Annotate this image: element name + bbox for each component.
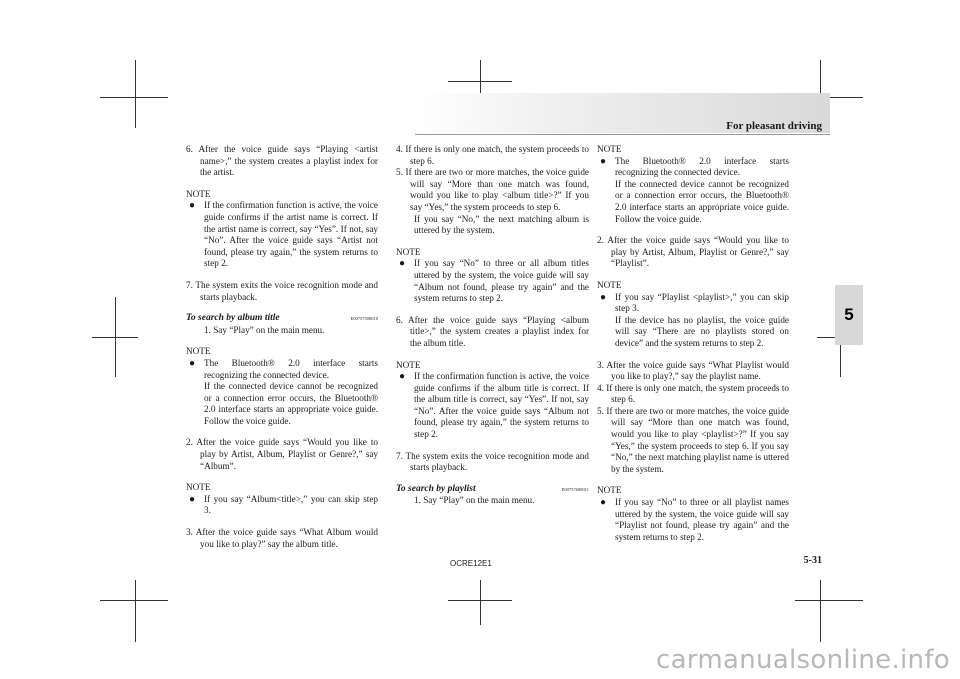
note-heading: NOTE [597,485,622,496]
note-heading: NOTE [597,144,622,154]
chapter-number: 5 [844,305,854,324]
note-bullet [597,292,789,315]
step-2: 2. After the voice guide says “Would you like to play by Artist, Album, Playlist or Genre?,” say “Playlist”. [597,235,789,269]
page-header-title: For pleasant driving [726,120,822,132]
note-bullet [396,258,589,304]
bullet-icon: ● [600,155,607,167]
note-heading: NOTE [396,359,421,370]
step-6: 6. After the voice guide says “Playing <album title>,” the system creates a playlist index for the album title. [396,314,589,348]
crop-mark [100,600,168,601]
step-5: 5. If there are two or more matches, the voice guide will say “More than one match was found, would you like to play <playlist>?” If you say “Yes,” the system proceeds to step 6. If you say “No,” the next matching playlist name is uttered by the system. [597,405,789,474]
bullet-icon: ● [600,291,607,303]
bullet-icon: ● [399,258,406,270]
section-heading [186,313,378,325]
bullet-icon: ● [399,371,406,383]
left-column [186,144,378,550]
bullet-icon: ● [600,497,607,509]
note-text: If the confirmation function is active, the voice guide confirms if the album title is correct. If the album title is correct, say “Yes”. If not, say “No”. After the voice guide says “Album not found, please try again,” the system returns to step 2. [414,371,589,440]
step-7: 7. The system exits the voice recognition mode and starts playback. [186,279,378,302]
note-heading: NOTE [186,482,211,493]
step-5: 5. If there are two or more matches, the voice guide will say “More than one match was found, would you like to play <album title>?” If you say “Yes,” the system proceeds to step 6. [396,167,589,212]
crop-mark [480,580,481,625]
step-2: 2. After the voice guide says “Would you like to play by Artist, Album, Playlist or Genre?,” say “Album”. [186,437,378,471]
step-6: 6. After the voice guide says “Playing <artist name>,” the system creates a playlist index for the artist. [186,144,378,178]
bullet-icon: ● [189,493,196,505]
crop-mark [100,97,168,98]
note-bullet [186,494,378,517]
step-4: 4. If there is only one match, the system proceeds to step 6. [597,382,789,405]
crop-mark [448,600,512,601]
note-text: If the device has no playlist, the voice guide will say “There are no playlists stored on device” and the system returns to step 2. [615,314,789,348]
note-text: The Bluetooth® 2.0 interface starts recognizing the connected device. [204,357,378,380]
note-text: If you say “No” to three or all playlist names uttered by the system, the voice guide will say “Playlist not found, please try again” and the system returns to step 2. [615,497,789,542]
step-3: 3. After the voice guide says “What Playlist would you like to play?,” say the playlist name. [597,359,789,382]
crop-mark [795,600,863,601]
section-title: To search by album title [186,313,280,324]
note-text: The Bluetooth® 2.0 interface starts recognizing the connected device. [615,155,789,178]
note-text: If you say “No” to three or all album titles uttered by the system, the voice guide will say “Album not found, please try again” and the system returns to step 2. [414,258,589,304]
crop-mark [135,580,136,642]
step-7: 7. The system exits the voice recognition mode and starts playback. [396,450,589,473]
middle-column [396,144,589,507]
note-bullet [186,200,378,270]
section-title: To search by playlist [396,483,476,494]
note-text: If you say “Album<title>,” you can skip step 3. [204,493,378,516]
section-code: E00757600011 [561,486,589,492]
note-heading: NOTE [186,346,211,357]
section-code: E00757500010 [350,316,378,322]
chapter-tab [835,285,863,345]
step-5-extra: If you say “No,” the next matching album is uttered by the system. [414,213,589,236]
note-heading: NOTE [597,279,622,290]
section-heading [396,484,589,496]
header-rule [415,134,830,135]
step-1: 1. Say “Play” on the main menu. [414,495,535,506]
crop-mark [820,580,821,642]
step-4: 4. If there is only one match, the system proceeds to step 6. [396,144,589,166]
right-column [597,144,789,543]
step-3: 3. After the voice guide says “What Album would you like to play?” say the album title. [186,527,378,549]
page-number: 5-31 [803,555,822,566]
note-text: If the connected device cannot be recognized or a connection error occurs, the Bluetooth® 2.0 interface starts an appropriate voice guide. Follow the voice guide. [204,381,378,426]
note-text: If the connected device cannot be recognized or a connection error occurs, the Bluetooth® 2.0 interface starts an appropriate voice guide. Follow the voice guide. [615,178,789,224]
note-bullet [597,156,789,179]
crop-mark [92,337,138,338]
note-bullet [186,358,378,381]
note-bullet [597,497,789,543]
step-1: 1. Say “Play” on the main menu. [204,324,325,335]
bullet-icon: ● [189,357,196,369]
note-text: If the confirmation function is active, the voice guide confirms if the artist name is correct. If the artist name is correct, say “Yes”. If not, say “No”. After the voice guide says “Artist not found, please try again,” the system returns to step 2. [204,200,378,269]
note-heading: NOTE [396,246,421,257]
watermark: carmanualsonline.info [655,645,950,675]
note-heading: NOTE [186,188,211,199]
note-text: If you say “Playlist <playlist>,” you can skip step 3. [615,291,789,314]
note-bullet [396,371,589,441]
crop-mark [135,60,136,128]
crop-mark [448,81,512,82]
bullet-icon: ● [189,200,196,212]
document-code: OCRE12E1 [450,559,492,568]
